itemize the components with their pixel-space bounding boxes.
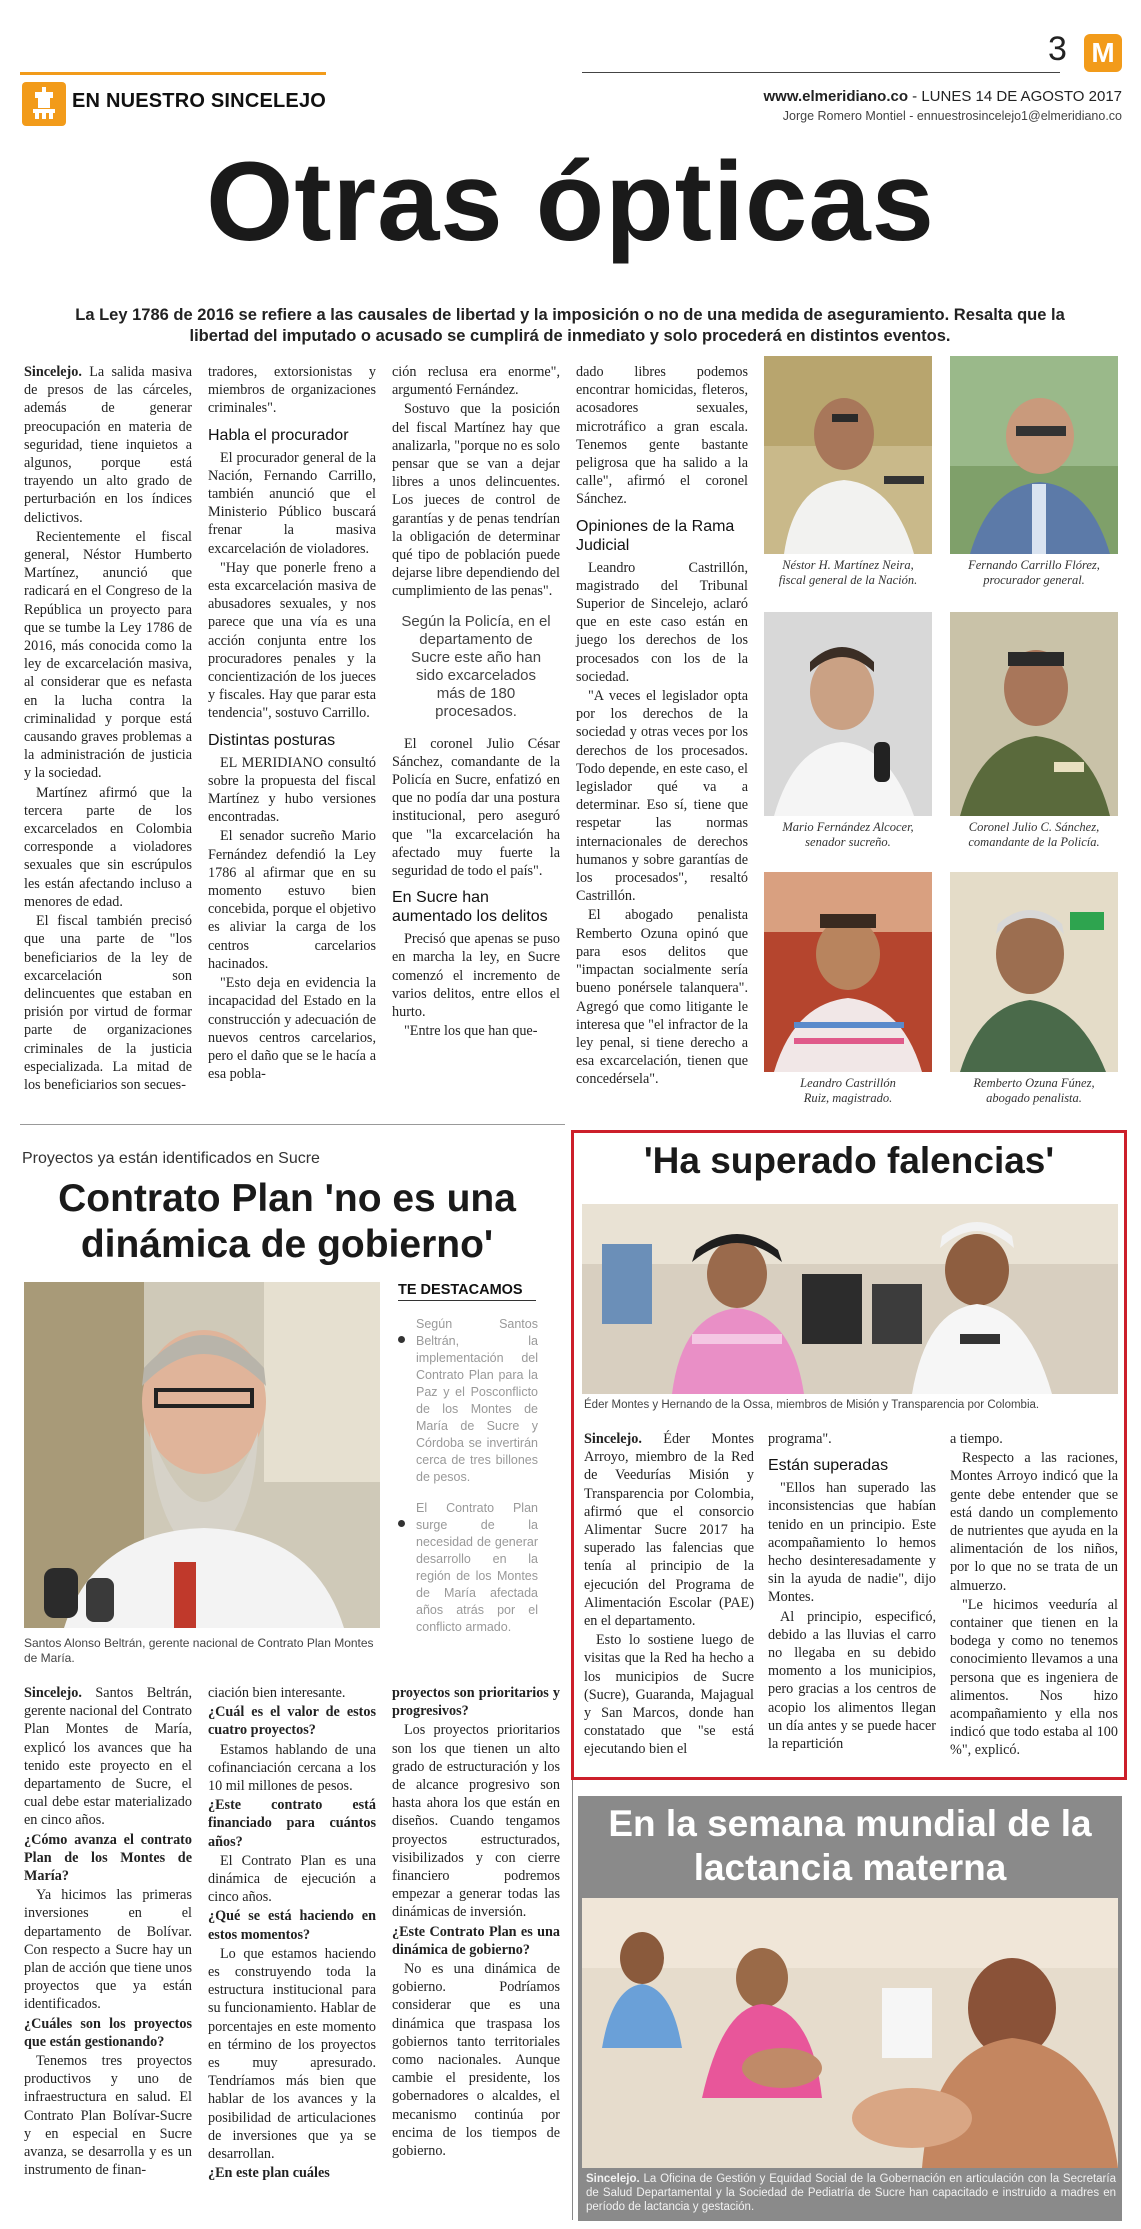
main-headline: Otras ópticas xyxy=(206,139,935,264)
paragraph: Santos Beltrán, gerente nacional del Contrato Plan Montes de María, explicó los avances que ha tenido este proyecto en el departamento de Sucre, el cual debe estar materializado en cinco años. xyxy=(24,1685,192,1829)
question: ¿Este Contrato Plan es una dinámica de gobierno? xyxy=(392,1923,560,1958)
portrait-martinez xyxy=(764,356,932,554)
paragraph: ciación bien interesante. xyxy=(208,1685,346,1701)
paragraph: Martínez afirmó que la tercera parte de los excarcelados en Colombia corresponde a violadores sexuales que sin escrúpulos les están afectando incluso a menores de edad. xyxy=(24,784,192,910)
main-col-1 xyxy=(24,363,192,1093)
paragraph: El senador sucreño Mario Fernández defendió la Ley 1786 al afirmar que en su momento estuvo bien concebida, porque el objetivo es aliviar la carga de los centros carcelarios hacinados. xyxy=(208,828,376,972)
paragraph: El coronel Julio César Sánchez, comandante de la Policía en Sucre, enfatizó en que no podía dar una postura institucional, pero aseguró que "la excarcelación ha afectado muy fuerte la seguridad de todo el país". xyxy=(392,735,560,880)
section-divider xyxy=(20,1124,565,1125)
question: ¿Cuál es el valor de estos cuatro proyectos? xyxy=(208,1704,376,1739)
paragraph: "Esto deja en evidencia la incapacidad del Estado en la construcción y adecuación de nuevos centros carcelarios, pero el daño que se le hacía a esa pobla- xyxy=(208,975,376,1083)
lactancia-headline: En la semana mundial de la lactancia materna xyxy=(608,1803,1092,1888)
falencias-caption: Éder Montes y Hernando de la Ossa, miembros de Misión y Transparencia por Colombia. xyxy=(584,1399,1040,1411)
destacamos-rule xyxy=(398,1300,536,1301)
portrait-ozuna xyxy=(950,872,1118,1072)
paragraph: EL MERIDIANO consultó sobre la propuesta del fiscal Martínez y hubo versiones encontradas. xyxy=(208,754,376,826)
question: ¿Qué se está haciendo en estos momentos? xyxy=(208,1908,376,1943)
answer: Los proyectos prioritarios son los que tienen un alto grado de estructuración y los de alcance progresivo son hasta ahora los que están en diseños. Cuando tengamos proyectos estructurados, visibilizados y con cierre financiero podremos empezar a generar todas las dinámicas de inversión. xyxy=(392,1722,560,1921)
caption-castrillon xyxy=(764,1076,932,1106)
dateline: Sincelejo. xyxy=(584,1431,642,1447)
caption-role: Ruiz, magistrado. xyxy=(803,1091,893,1105)
contrato-col-2 xyxy=(208,1684,376,2214)
bullet-item xyxy=(398,1500,538,1636)
dateline-header: www.elmeridiano.co - LUNES 14 DE AGOSTO 2017 xyxy=(763,88,1122,105)
falencias-col-3 xyxy=(950,1430,1118,1775)
answer: Ya hicimos las primeras inversiones en el departamento de Bolívar. Con respecto a Sucre hay un plan de acción que tiene unos proyectos que ya están identificados. xyxy=(24,1887,192,2013)
caption-name: Mario Fernández Alcocer, xyxy=(782,820,914,834)
falencias-photo xyxy=(582,1204,1118,1394)
section-icon xyxy=(22,82,66,126)
caption-name: Coronel Julio C. Sánchez, xyxy=(968,820,1100,834)
answer: El Contrato Plan es una dinámica de ejecución a cinco años. xyxy=(208,1852,376,1906)
paragraph: El abogado penalista Remberto Ozuna opinó que para esos delitos que "impactan socialmente sería bueno ponérsele talanquera". Agregó que como litigante le interesa que "el infractor de la ley penal, si tiene derecho a esa excarcelación, tienen que concedérsela". xyxy=(576,907,748,1088)
bullet-dot-icon xyxy=(398,1520,405,1527)
answer: Lo que estamos haciendo es construyendo toda la estructura institucional para su funcionamiento. Hablar de porcentajes en este momento en término de los proyectos es muy apresurado. Tendríamos más bien que hablar de los avances y la posibilidad de articulaciones de inversiones que ya se desarrollan. xyxy=(208,1945,376,2163)
subhead: Opiniones de la Rama Judicial xyxy=(576,517,735,554)
paragraph: Al principio, especificó, debido a las lluvias el carro no llegaba en su debido momento a los municipios, pero gracias a los centros de acopio los alimentos llegan un día antes y se puede hacer la repartición xyxy=(768,1608,936,1753)
dateline: Sincelejo. xyxy=(24,364,82,380)
caption-name: Remberto Ozuna Fúnez, xyxy=(973,1076,1095,1090)
caption-fernandez xyxy=(764,820,932,850)
page-number: 3 xyxy=(1048,30,1067,68)
question: ¿Cómo avanza el contrato Plan de los Montes de María? xyxy=(24,1831,192,1885)
paragraph: Esto lo sostiene luego de visitas que la Red ha hecho a los municipios de Sucre (Sucre), Guaranda, Majagual y San Marcos, donde han constatado que "se está ejecutando bien el xyxy=(584,1632,754,1758)
meridiano-logo xyxy=(1084,34,1122,72)
bullet-dot-icon xyxy=(398,1336,405,1343)
caption-name: Leandro Castrillón xyxy=(800,1076,896,1090)
destacamos-box xyxy=(398,1316,538,1636)
paragraph: tradores, extorsionistas y miembros de organizaciones criminales". xyxy=(208,364,376,417)
question: ¿En este plan cuáles xyxy=(208,2165,330,2182)
question: ¿Este contrato está financiado para cuántos años? xyxy=(208,1797,376,1850)
paragraph: "Le hicimos veeduría al container que tienen en la bodega y como no tenemos conocimiento llevamos a una persona que es ingeniera de alimentos. Nos hizo acompañamiento y ella nos indicó que todo estaba al 100 %", explicó. xyxy=(950,1596,1118,1759)
caption-carrillo xyxy=(950,558,1118,588)
paragraph: La salida masiva de presos de las cárceles, además de generar preocupación en materia de seguridad, tiene inquietos a algunos, porque está trayendo un alto grado de perturbación en los índices delictivos. xyxy=(24,364,192,526)
header-rule xyxy=(582,72,1060,73)
author-line: Jorge Romero Montiel - ennuestrosincelejo1@elmeridiano.co xyxy=(782,109,1122,123)
subhead: Habla el procurador xyxy=(208,426,349,444)
beltran-caption: Santos Alonso Beltrán, gerente nacional de Contrato Plan Montes de María. xyxy=(24,1636,374,1665)
contrato-kicker: Proyectos ya están identificados en Sucre xyxy=(22,1150,320,1167)
portrait-sanchez xyxy=(950,612,1118,816)
logo-letter: M xyxy=(1091,37,1115,68)
subhead: Están superadas xyxy=(768,1457,889,1475)
caption-name: Néstor H. Martínez Neira, xyxy=(782,558,914,572)
caption-role: abogado penalista. xyxy=(986,1091,1082,1105)
main-col-4 xyxy=(576,363,748,1088)
contrato-col-3 xyxy=(392,1684,560,2214)
caption-role: procurador general. xyxy=(983,573,1085,587)
paragraph: "Hay que ponerle freno a esta excarcelación masiva de abusadores sexuales, y nos parece que una vía es una acción conjunta entre los procuradores penales y la concientización de los jueces y fiscales. Hay que parar esta tendencia", sostuvo Carrillo. xyxy=(208,559,376,722)
answer: Estamos hablando de una cofinanciación cercana a los 10 mil millones de pesos. xyxy=(208,1741,376,1795)
paragraph: Precisó que apenas se puso en marcha la ley, en Sucre comenzó el incremento de varios delitos, entre ellos el hurto. xyxy=(392,931,560,1021)
paragraph: Éder Montes Arroyo, miembro de la Red de Veedurías Misión y Transparencia por Colombia, afirmó que el consorcio Alimentar Sucre 2017 ha superado las falencias que tenía al principio de la ejecución del Programa de Alimentación Escolar (PAE) en el departamento. xyxy=(584,1431,754,1630)
paragraph: a tiempo. xyxy=(950,1431,1003,1447)
dateline: Sincelejo. xyxy=(24,1685,82,1701)
caption-role: senador sucreño. xyxy=(805,835,891,849)
paragraph: Sostuvo que la posición del fiscal Martínez hay que analizarla, "porque no es solo pensar que se van a dejar libres a unos delincuentes. Los jueces de control de garantías y de penas tendrían la obligación de determinar qué tipo de población puede dejarse libre dependiendo del cumplimiento de las penas". xyxy=(392,401,560,600)
issue-date: LUNES 14 DE AGOSTO 2017 xyxy=(921,88,1122,105)
dateline: Sincelejo. xyxy=(586,2173,640,2185)
paragraph: ción reclusa era enorme", argumentó Fernández. xyxy=(392,364,560,399)
paragraph: dado libres podemos encontrar homicidas, fleteros, acosadores sexuales, microtráfico a gran escala. Tenemos gente bastante peligrosa que ha salido a la calle", afirmó el coronel Sánchez. xyxy=(576,364,748,508)
portrait-castrillon xyxy=(764,872,932,1072)
subhead: Distintas posturas xyxy=(208,731,336,749)
bullet-item xyxy=(398,1316,538,1486)
lactancia-photo xyxy=(582,1898,1118,2168)
falencias-headline: 'Ha superado falencias' xyxy=(643,1140,1055,1181)
caption-text: La Oficina de Gestión y Equidad Social de la Gobernación en articulación con la Secretaría de Salud Departamental y la Sociedad de Pediatría de Sucre han capacitado e instruido a madres en período de lactancia y gestación. xyxy=(586,2173,1116,2213)
destacamos-title: TE DESTACAMOS xyxy=(398,1282,523,1298)
portrait-carrillo xyxy=(950,356,1118,554)
main-deck: La Ley 1786 de 2016 se refiere a las causales de libertad y la imposición o no de una medida de aseguramiento. Resalta que la libertad del imputado o acusado se cumplirá de inmediato y solo procederá en distintos eventos. xyxy=(75,306,1065,345)
section-title: EN NUESTRO SINCELEJO xyxy=(72,90,327,112)
caption-sanchez xyxy=(950,820,1118,850)
paragraph: programa". xyxy=(768,1431,832,1447)
caption-martinez xyxy=(764,558,932,588)
paragraph: Recientemente el fiscal general, Néstor Humberto Martínez, anunció que radicará en el Congreso de la República un proyecto para que se tumbe la Ley 1786 de 2016, más conocida como la ley de excarcelación masiva, al considerar que es nefasta en la lucha contra la criminalidad y porque está causando graves problemas a la administración de justicia y la sociedad. xyxy=(24,528,192,782)
main-col-2 xyxy=(208,363,376,1083)
website-link[interactable]: www.elmeridiano.co xyxy=(763,88,908,105)
falencias-col-2 xyxy=(768,1430,936,1775)
subhead: En Sucre han aumentado los delitos xyxy=(392,889,548,926)
beltran-photo xyxy=(24,1282,380,1628)
pull-quote: Según la Policía, en el departamento de Sucre este año han sido excarcelados más de 180 procesados. xyxy=(401,612,551,720)
paragraph: "Entre los que han que- xyxy=(404,1023,538,1040)
section-rule xyxy=(20,72,326,75)
contrato-col-1 xyxy=(24,1684,192,2214)
paragraph: "A veces el legislador opta por los derechos de la sociedad y otras veces por los derechos de los procesados. Todo depende, en este caso, el legislador qué va a determinar. Eso sí, tiene que respetar las normas internacionales de derechos humanos y sobre garantías de los procesados", resaltó Castrillón. xyxy=(576,688,748,905)
contrato-headline: Contrato Plan 'no es una dinámica de gobierno' xyxy=(58,1177,516,1266)
caption-name: Fernando Carrillo Flórez, xyxy=(968,558,1100,572)
paragraph: Leandro Castrillón, magistrado del Tribunal Superior de Sincelejo, aclaró que en este caso están en juego los derechos de los procesados con los de la sociedad. xyxy=(576,559,748,685)
main-col-3 xyxy=(392,363,560,1083)
question: proyectos son prioritarios y progresivos? xyxy=(392,1685,560,1720)
paragraph: El fiscal también precisó que una parte de "los beneficiarios de la ley de excarcelación son delincuentes que estaban en prisión por virtud de formar parte de organizaciones criminales de la justicia especializada. La mitad de los beneficiarios son secues- xyxy=(24,913,192,1093)
bullet-text: El Contrato Plan surge de la necesidad de generar desarrollo en la región de los Montes de María afectada años atrás por el conflicto armado. xyxy=(416,1501,538,1634)
falencias-col-1 xyxy=(584,1430,754,1775)
caption-ozuna xyxy=(950,1076,1118,1106)
paragraph: "Ellos han superado las inconsistencias que habían tenido en un principio. Este acompañamiento lo hemos hecho desinteresadamente y sin la ayuda de nadie", dijo Montes. xyxy=(768,1480,936,1606)
caption-role: comandante de la Policía. xyxy=(968,835,1100,849)
paragraph: Respecto a las raciones, Montes Arroyo indicó que la gente debe entender que se está dando un complemento de nutrientes que ayuda en la alimentación de los niños, por lo que no se trata de un almuerzo. xyxy=(950,1450,1118,1594)
caption-role: fiscal general de la Nación. xyxy=(778,573,918,587)
paragraph: El procurador general de la Nación, Fernando Carrillo, también anunció que el Ministerio Público buscará frenar la masiva excarcelación de violadores. xyxy=(208,449,376,557)
answer: No es una dinámica de gobierno. Podríamos considerar que es una dinámica que traspasa los gobiernos tanto territoriales como nacionales. Aunque cambie el presidente, los gobernadores o alcaldes, el mecanismo continúa por encima de los tiempos de gobierno. xyxy=(392,1961,560,2160)
portrait-fernandez xyxy=(764,612,932,816)
question: ¿Cuáles son los proyectos que están gestionando? xyxy=(24,2015,192,2050)
answer: Tenemos tres proyectos productivos y uno de infraestructura en salud. El Contrato Plan Bolívar-Sucre y en especial en Sucre avanza, se desarrolla y es un instrumento de finan- xyxy=(24,2053,192,2179)
lactancia-caption xyxy=(586,2172,1116,2214)
bullet-text: Según Santos Beltrán, la implementación del Contrato Plan para la Paz y el Posconflicto de los Montes de María de Sucre y Córdoba se invertirán cerca de tres billones de pesos. xyxy=(416,1317,538,1484)
